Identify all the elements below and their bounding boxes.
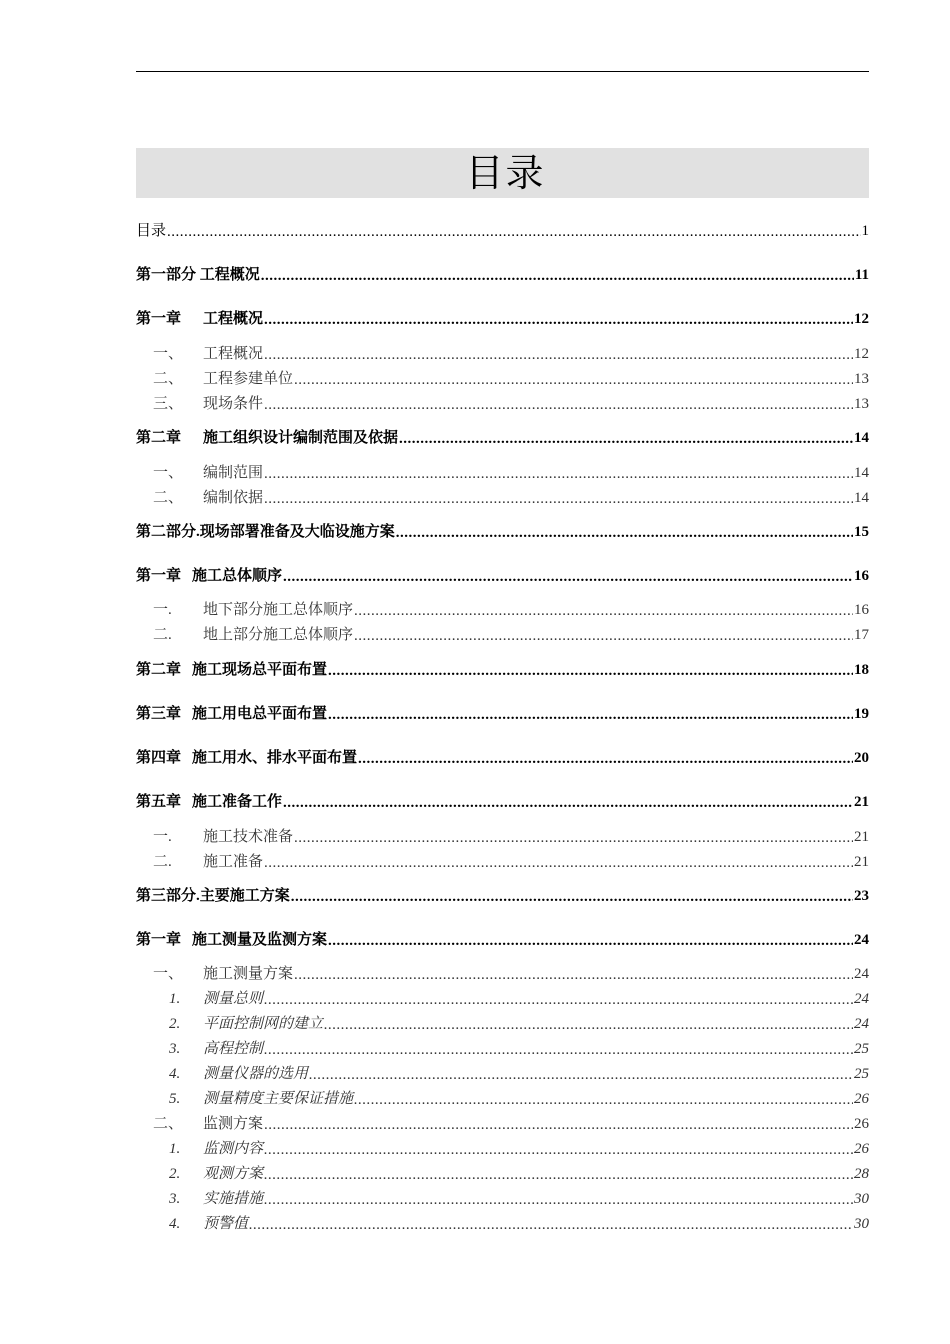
page-title: 目录 [465, 151, 546, 195]
toc-entry-number: 二、 [153, 490, 184, 506]
toc-dot-leader [294, 967, 853, 983]
toc-entry-number: 二、 [153, 371, 184, 387]
toc-entry-number: 1. [169, 1141, 181, 1157]
toc-entry-page: 14 [854, 465, 869, 481]
toc-dot-leader [291, 889, 853, 905]
toc-entry-label: 施工准备 [203, 854, 264, 870]
toc-dot-leader [328, 663, 853, 679]
toc-entry-page: 18 [854, 662, 869, 678]
toc-entry-number: 一. [153, 829, 172, 845]
toc-entry-page: 24 [854, 1016, 869, 1032]
toc-dot-leader [264, 1142, 853, 1158]
toc-entry-page: 25 [854, 1066, 869, 1082]
toc-entry-page: 26 [854, 1141, 869, 1157]
toc-entry-label: 工程概况 [203, 311, 264, 327]
toc-entry-label: 预警值 [203, 1216, 249, 1232]
toc-dot-leader [264, 491, 853, 507]
toc-entry-page: 15 [854, 524, 869, 540]
toc-entry-label: 监测内容 [203, 1141, 264, 1157]
toc-entry-number: 二. [153, 854, 172, 870]
toc-entry[interactable] [136, 1161, 869, 1183]
toc-entry-page: 30 [854, 1216, 869, 1232]
toc-entry-label: 施工用水、排水平面布置 [192, 750, 358, 766]
toc-entry[interactable] [136, 1111, 869, 1133]
toc-entry[interactable] [136, 789, 869, 811]
toc-entry-page: 1 [861, 223, 869, 239]
toc-entry-label: 地上部分施工总体顺序 [203, 627, 354, 643]
toc-entry-label: 高程控制 [203, 1041, 264, 1057]
toc-entry[interactable] [136, 1036, 869, 1058]
toc-entry-page: 13 [854, 371, 869, 387]
toc-dot-leader [283, 795, 853, 811]
toc-entry-label: 现场条件 [203, 396, 264, 412]
toc-entry-label: 施工总体顺序 [192, 568, 283, 584]
toc-entry[interactable] [136, 657, 869, 679]
toc-entry-number: 2. [169, 1166, 181, 1182]
toc-entry-number: 第三章 [136, 706, 182, 722]
toc-dot-leader [264, 1167, 853, 1183]
toc-entry[interactable] [136, 622, 869, 644]
toc-entry[interactable] [136, 391, 869, 413]
toc-entry[interactable] [136, 849, 869, 871]
toc-entry-number: 第四章 [136, 750, 182, 766]
toc-entry-page: 24 [854, 966, 869, 982]
toc-entry-number: 第一章 [136, 311, 182, 327]
toc-entry-label: 工程概况 [203, 346, 264, 362]
toc-entry-label: 地下部分施工总体顺序 [203, 602, 354, 618]
toc-entry[interactable] [136, 1186, 869, 1208]
toc-dot-leader [328, 933, 853, 949]
toc-entry-number: 二. [153, 627, 172, 643]
toc-dot-leader [354, 628, 853, 644]
toc-entry-page: 13 [854, 396, 869, 412]
toc-entry[interactable] [136, 927, 869, 949]
toc-entry-label: 测量仪器的选用 [203, 1066, 309, 1082]
toc-entry[interactable] [136, 485, 869, 507]
toc-dot-leader [264, 1042, 853, 1058]
toc-dot-leader [167, 224, 860, 240]
toc-entry[interactable] [136, 1011, 869, 1033]
toc-entry-page: 16 [854, 568, 869, 584]
toc-entry-number: 第二章 [136, 662, 182, 678]
toc-entry[interactable] [136, 986, 869, 1008]
toc-entry-page: 19 [854, 706, 869, 722]
toc-dot-leader [264, 397, 853, 413]
toc-entry[interactable] [136, 262, 869, 284]
toc-entry-number: 1. [169, 991, 181, 1007]
toc-entry-page: 24 [854, 991, 869, 1007]
toc-entry-number: 4. [169, 1066, 181, 1082]
toc-entry-page: 12 [854, 311, 869, 327]
toc-entry-number: 第二章 [136, 430, 182, 446]
toc-entry[interactable] [136, 701, 869, 723]
toc-entry-label: 实施措施 [203, 1191, 264, 1207]
toc-entry-page: 30 [854, 1191, 869, 1207]
toc-entry-page: 21 [854, 794, 869, 810]
toc-entry-label: 测量总则 [203, 991, 264, 1007]
toc-entry-page: 21 [854, 829, 869, 845]
toc-entry-number: 第五章 [136, 794, 182, 810]
toc-entry[interactable] [136, 597, 869, 619]
toc-entry-number: 4. [169, 1216, 181, 1232]
toc-dot-leader [264, 1117, 853, 1133]
toc-entry-number: 5. [169, 1091, 181, 1107]
toc-entry-number: 一. [153, 602, 172, 618]
toc-dot-leader [399, 431, 853, 447]
toc-entry-number: 一、 [153, 465, 184, 481]
toc-entry-number: 第一章 [136, 932, 182, 948]
toc-dot-leader [328, 707, 853, 723]
toc-entry-label: 施工测量方案 [203, 966, 294, 982]
toc-entry-label: 施工组织设计编制范围及依据 [203, 430, 399, 446]
toc-entry[interactable] [136, 745, 869, 767]
toc-entry-page: 26 [854, 1116, 869, 1132]
toc-entry-label: 观测方案 [203, 1166, 264, 1182]
toc-entry[interactable] [136, 1061, 869, 1083]
toc-entry-number: 三、 [153, 396, 184, 412]
toc-entry[interactable] [136, 425, 869, 447]
toc-entry-page: 21 [854, 854, 869, 870]
toc-entry-page: 16 [854, 602, 869, 618]
toc-dot-leader [264, 347, 853, 363]
toc-entry-number: 一、 [153, 346, 184, 362]
toc-entry[interactable] [136, 961, 869, 983]
toc-entry-label: 编制依据 [203, 490, 264, 506]
toc-entry-page: 24 [854, 932, 869, 948]
toc-entry[interactable] [136, 218, 869, 240]
toc-entry-page: 23 [854, 888, 869, 904]
toc-entry-label: 施工现场总平面布置 [192, 662, 328, 678]
toc-dot-leader [309, 1067, 853, 1083]
toc-entry[interactable] [136, 824, 869, 846]
toc-entry[interactable] [136, 883, 869, 905]
toc-entry-label: 测量精度主要保证措施 [203, 1091, 354, 1107]
toc-entry-label: 工程参建单位 [203, 371, 294, 387]
toc-entry[interactable] [136, 341, 869, 363]
toc-dot-leader [354, 1092, 853, 1108]
toc-entry-number: 二、 [153, 1116, 184, 1132]
toc-entry-number: 一、 [153, 966, 184, 982]
toc-entry-page: 14 [854, 430, 869, 446]
toc-dot-leader [249, 1217, 853, 1233]
toc-entry[interactable] [136, 1086, 869, 1108]
toc-entry-page: 28 [854, 1166, 869, 1182]
toc-entry-number: 3. [169, 1191, 181, 1207]
toc-entry-number: 3. [169, 1041, 181, 1057]
toc-entry-label: 施工测量及监测方案 [192, 932, 328, 948]
toc-entry-page: 17 [854, 627, 869, 643]
toc-dot-leader [358, 751, 853, 767]
toc-entry[interactable] [136, 1136, 869, 1158]
toc-dot-leader [264, 855, 853, 871]
toc-entry-label: 目录 [136, 223, 167, 239]
toc-entry[interactable] [136, 306, 869, 328]
toc-entry-number: 2. [169, 1016, 181, 1032]
toc-entry-label: 第二部分.现场部署准备及大临设施方案 [136, 524, 395, 540]
toc-dot-leader [294, 830, 853, 846]
toc-entry-page: 14 [854, 490, 869, 506]
toc-dot-leader [294, 372, 853, 388]
toc-entry-label: 第三部分.主要施工方案 [136, 888, 290, 904]
toc-entry-number: 第一章 [136, 568, 182, 584]
toc-entry-label: 第一部分 工程概况 [136, 267, 260, 283]
toc-entry-page: 12 [854, 346, 869, 362]
toc-entry[interactable] [136, 366, 869, 388]
toc-dot-leader [264, 1192, 853, 1208]
toc-entry-page: 11 [854, 267, 869, 283]
toc-entry-label: 编制范围 [203, 465, 264, 481]
toc-entry-label: 施工准备工作 [192, 794, 283, 810]
toc-entry-label: 监测方案 [203, 1116, 264, 1132]
toc-entry-page: 26 [854, 1091, 869, 1107]
toc-dot-leader [354, 603, 853, 619]
toc-entry[interactable] [136, 1211, 869, 1233]
toc-dot-leader [283, 569, 853, 585]
toc-entry-label: 施工用电总平面布置 [192, 706, 328, 722]
toc-entry-label: 平面控制网的建立 [203, 1016, 324, 1032]
title-banner [136, 148, 869, 198]
toc-dot-leader [396, 525, 853, 541]
toc-entry-page: 20 [854, 750, 869, 766]
toc-entry[interactable] [136, 563, 869, 585]
header-rule [136, 71, 869, 72]
toc-dot-leader [264, 312, 853, 328]
toc-dot-leader [264, 992, 853, 1008]
toc-entry-label: 施工技术准备 [203, 829, 294, 845]
toc-entry[interactable] [136, 460, 869, 482]
toc-entry[interactable] [136, 519, 869, 541]
toc-dot-leader [264, 466, 853, 482]
toc-entry-page: 25 [854, 1041, 869, 1057]
toc-dot-leader [261, 268, 854, 284]
toc-dot-leader [324, 1017, 853, 1033]
